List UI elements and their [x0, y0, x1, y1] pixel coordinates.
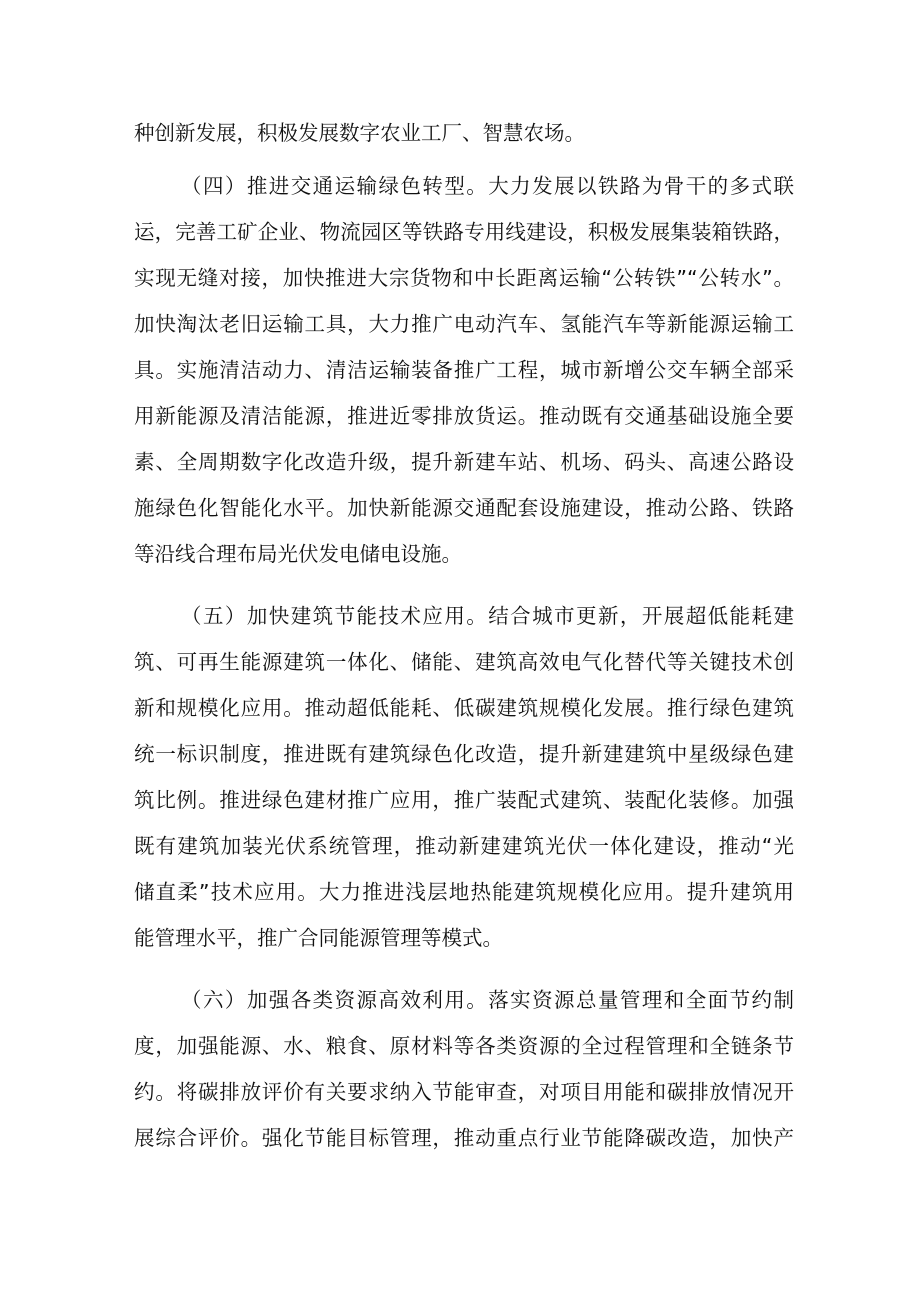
text-line-10: 等沿线合理布局光伏发电储电设施。	[134, 542, 462, 566]
text-line-17: 储直柔”技术应用。大力推进浅层地热能建筑规模化应用。提升建筑用	[134, 880, 794, 904]
text-line-7: 用新能源及清洁能源，推进近零排放货运。推动既有交通基础设施全要	[134, 404, 794, 428]
text-line-15: 筑比例。推进绿色建材推广应用，推广装配式建筑、装配化装修。加强	[134, 788, 794, 812]
text-line-4: 实现无缝对接，加快推进大宗货物和中长距离运输“公转铁”“公转水”。	[134, 266, 794, 290]
text-line-8: 素、全周期数字化改造升级，提升新建车站、机场、码头、高速公路设	[134, 450, 794, 474]
text-line-6: 具。实施清洁动力、清洁运输装备推广工程，城市新增公交车辆全部采	[134, 358, 794, 382]
text-line-16: 既有建筑加装光伏系统管理，推动新建建筑光伏一体化建设，推动“光	[134, 834, 794, 858]
text-line-20: 度，加强能源、水、粮食、原材料等各类资源的全过程管理和全链条节	[134, 1034, 794, 1058]
text-line-21: 约。将碳排放评价有关要求纳入节能审查，对项目用能和碳排放情况开	[134, 1080, 794, 1104]
text-line-1: 种创新发展，积极发展数字农业工厂、智慧农场。	[134, 121, 585, 145]
text-line-22: 展综合评价。强化节能目标管理，推动重点行业节能降碳改造，加快产	[134, 1126, 794, 1150]
text-line-9: 施绿色化智能化水平。加快新能源交通配套设施建设，推动公路、铁路	[134, 496, 794, 520]
text-line-3: 运，完善工矿企业、物流园区等铁路专用线建设，积极发展集装箱铁路，	[134, 220, 794, 244]
text-line-14: 统一标识制度，推进既有建筑绿色化改造，提升新建建筑中星级绿色建	[134, 742, 794, 766]
text-line-18: 能管理水平，推广合同能源管理等模式。	[134, 926, 503, 950]
text-line-5: 加快淘汰老旧运输工具，大力推广电动汽车、氢能汽车等新能源运输工	[134, 312, 794, 336]
text-line-12: 筑、可再生能源建筑一体化、储能、建筑高效电气化替代等关键技术创	[134, 650, 794, 674]
text-line-19: （六）加强各类资源高效利用。落实资源总量管理和全面节约制	[181, 988, 794, 1012]
text-line-13: 新和规模化应用。推动超低能耗、低碳建筑规模化发展。推行绿色建筑	[134, 696, 794, 720]
text-line-2: （四）推进交通运输绿色转型。大力发展以铁路为骨干的多式联	[181, 174, 794, 198]
text-line-11: （五）加快建筑节能技术应用。结合城市更新，开展超低能耗建	[181, 604, 794, 628]
